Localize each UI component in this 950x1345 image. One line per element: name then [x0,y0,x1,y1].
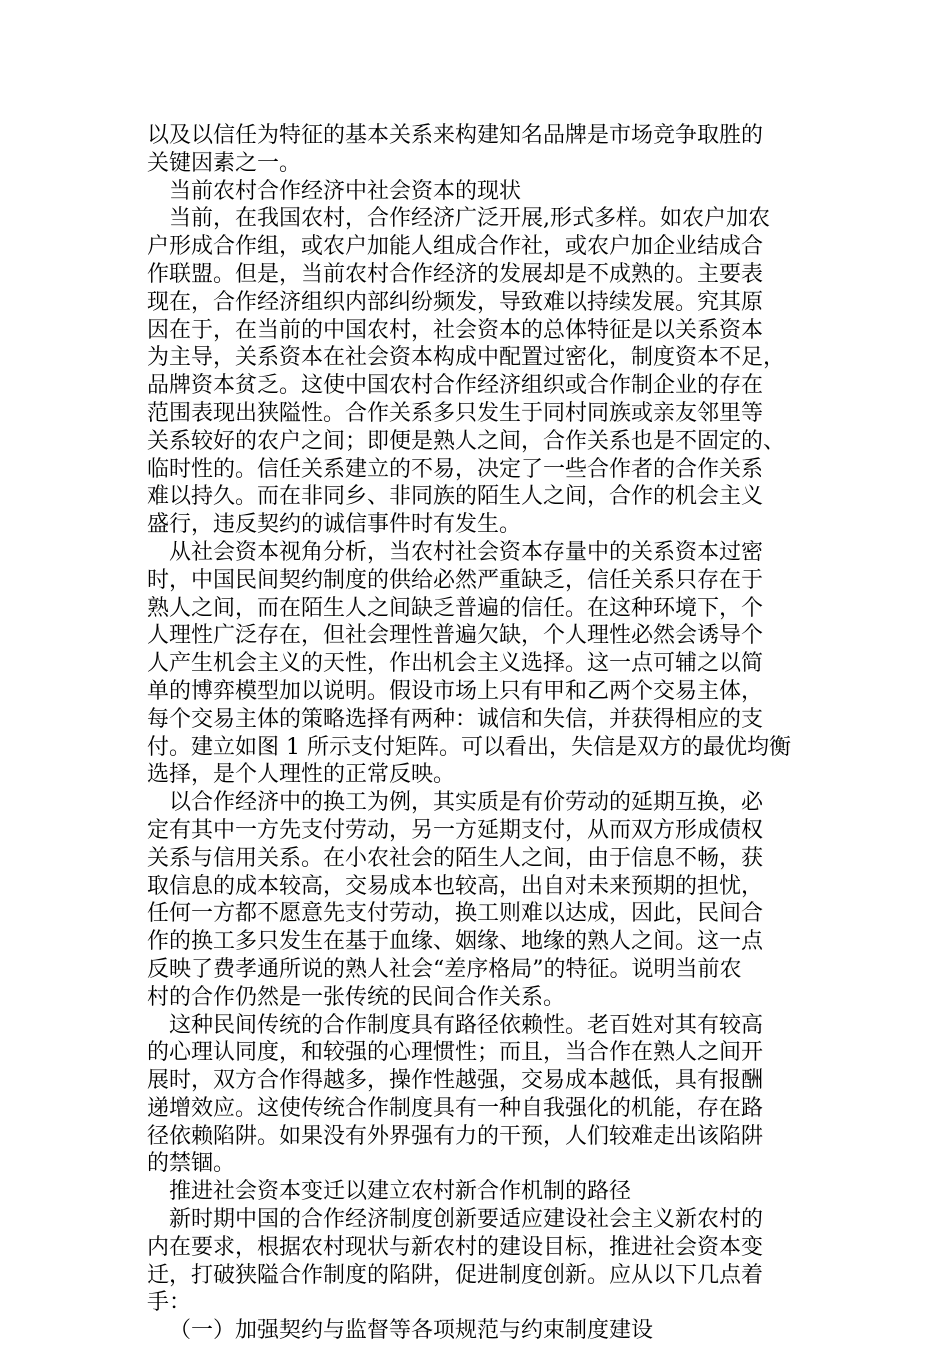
text-line: 以合作经济中的换工为例，其实质是有价劳动的延期互换，必 [169,790,764,816]
text-line: 关系较好的农户之间；即便是熟人之间，合作关系也是不固定的、 [147,428,786,454]
text-line: 每个交易主体的策略选择有两种：诚信和失信，并获得相应的支 [147,706,764,732]
document-body [147,122,807,1345]
text-line: 的心理认同度，和较强的心理惯性；而且，当合作在熟人之间开 [147,1040,764,1066]
text-line: 时，中国民间契约制度的供给必然严重缺乏，信任关系只存在于 [147,567,764,593]
text-line: 迁，打破狭隘合作制度的陷阱，促进制度创新。应从以下几点着 [147,1262,764,1288]
text-line: 展时，双方合作得越多，操作性越强，交易成本越低，具有报酬 [147,1068,764,1094]
text-line: 作联盟。但是，当前农村合作经济的发展却是不成熟的。主要表 [147,261,764,287]
text-line: 从社会资本视角分析，当农村社会资本存量中的关系资本过密 [169,539,764,565]
text-line: 临时性的。信任关系建立的不易，决定了一些合作者的合作关系 [147,456,764,482]
text-line: 推进社会资本变迁以建立农村新合作机制的路径 [169,1179,632,1205]
text-line: 内在要求，根据农村现状与新农村的建设目标，推进社会资本变 [147,1234,764,1260]
text-line: 的禁锢。 [147,1151,236,1177]
text-line: 范围表现出狭隘性。合作关系多只发生于同村同族或亲友邻里等 [147,400,764,426]
text-line: 难以持久。而在非同乡、非同族的陌生人之间，合作的机会主义 [147,484,764,510]
text-line: 以及以信任为特征的基本关系来构建知名品牌是市场竞争取胜的 [147,123,764,148]
text-line: 人产生机会主义的天性，作出机会主义选择。这一点可辅之以简 [147,651,764,677]
text-line: 关系与信用关系。在小农社会的陌生人之间，由于信息不畅，获 [147,845,764,871]
text-line: 选择，是个人理性的正常反映。 [147,762,456,788]
text-line: 反映了费孝通所说的熟人社会“差序格局”的特征。说明当前农 [147,956,742,982]
text-line: 品牌资本贫乏。这使中国农村合作经济组织或合作制企业的存在 [147,373,764,399]
text-line: 新时期中国的合作经济制度创新要适应建设社会主义新农村的 [169,1207,764,1233]
text-line: 这种民间传统的合作制度具有路径依赖性。老百姓对其有较高 [169,1012,764,1038]
text-line: 当前农村合作经济中社会资本的现状 [169,178,522,204]
text-line: 手： [147,1290,192,1316]
text-line: 人理性广泛存在，但社会理性普遍欠缺，个人理性必然会诱导个 [147,623,764,649]
text-line: 径依赖陷阱。如果没有外界强有力的干预，人们较难走出该陷阱 [147,1123,764,1149]
text-line: 付。建立如图 1 所示支付矩阵。可以看出，失信是双方的最优均衡 [147,734,791,760]
text-line: 单的博弈模型加以说明。假设市场上只有甲和乙两个交易主体， [147,678,764,704]
text-line: 任何一方都不愿意先支付劳动，换工则难以达成，因此，民间合 [147,901,764,927]
text-line: 作的换工多只发生在基于血缘、姻缘、地缘的熟人之间。这一点 [147,929,764,955]
text-line: 盛行，违反契约的诚信事件时有发生。 [147,512,522,538]
text-line: （一）加强契约与监督等各项规范与约束制度建设 [169,1318,654,1344]
text-line: 熟人之间，而在陌生人之间缺乏普遍的信任。在这种环境下，个 [147,595,764,621]
text-line: 为主导，关系资本在社会资本构成中配置过密化，制度资本不足， [147,345,786,371]
text-line: 定有其中一方先支付劳动，另一方延期支付，从而双方形成债权 [147,817,764,843]
text-line: 当前，在我国农村，合作经济广泛开展,形式多样。如农户加农 [169,206,770,232]
text-line: 现在，合作经济组织内部纠纷频发，导致难以持续发展。究其原 [147,289,764,315]
text-line: 取信息的成本较高，交易成本也较高，出自对未来预期的担忧， [147,873,764,899]
text-line: 户形成合作组，或农户加能人组成合作社，或农户加企业结成合 [147,234,764,260]
text-line: 递增效应。这使传统合作制度具有一种自我强化的机能，存在路 [147,1095,764,1121]
text-line: 因在于，在当前的中国农村，社会资本的总体特征是以关系资本 [147,317,764,343]
text-line: 关键因素之一。 [147,150,302,176]
text-line: 村的合作仍然是一张传统的民间合作关系。 [147,984,566,1010]
